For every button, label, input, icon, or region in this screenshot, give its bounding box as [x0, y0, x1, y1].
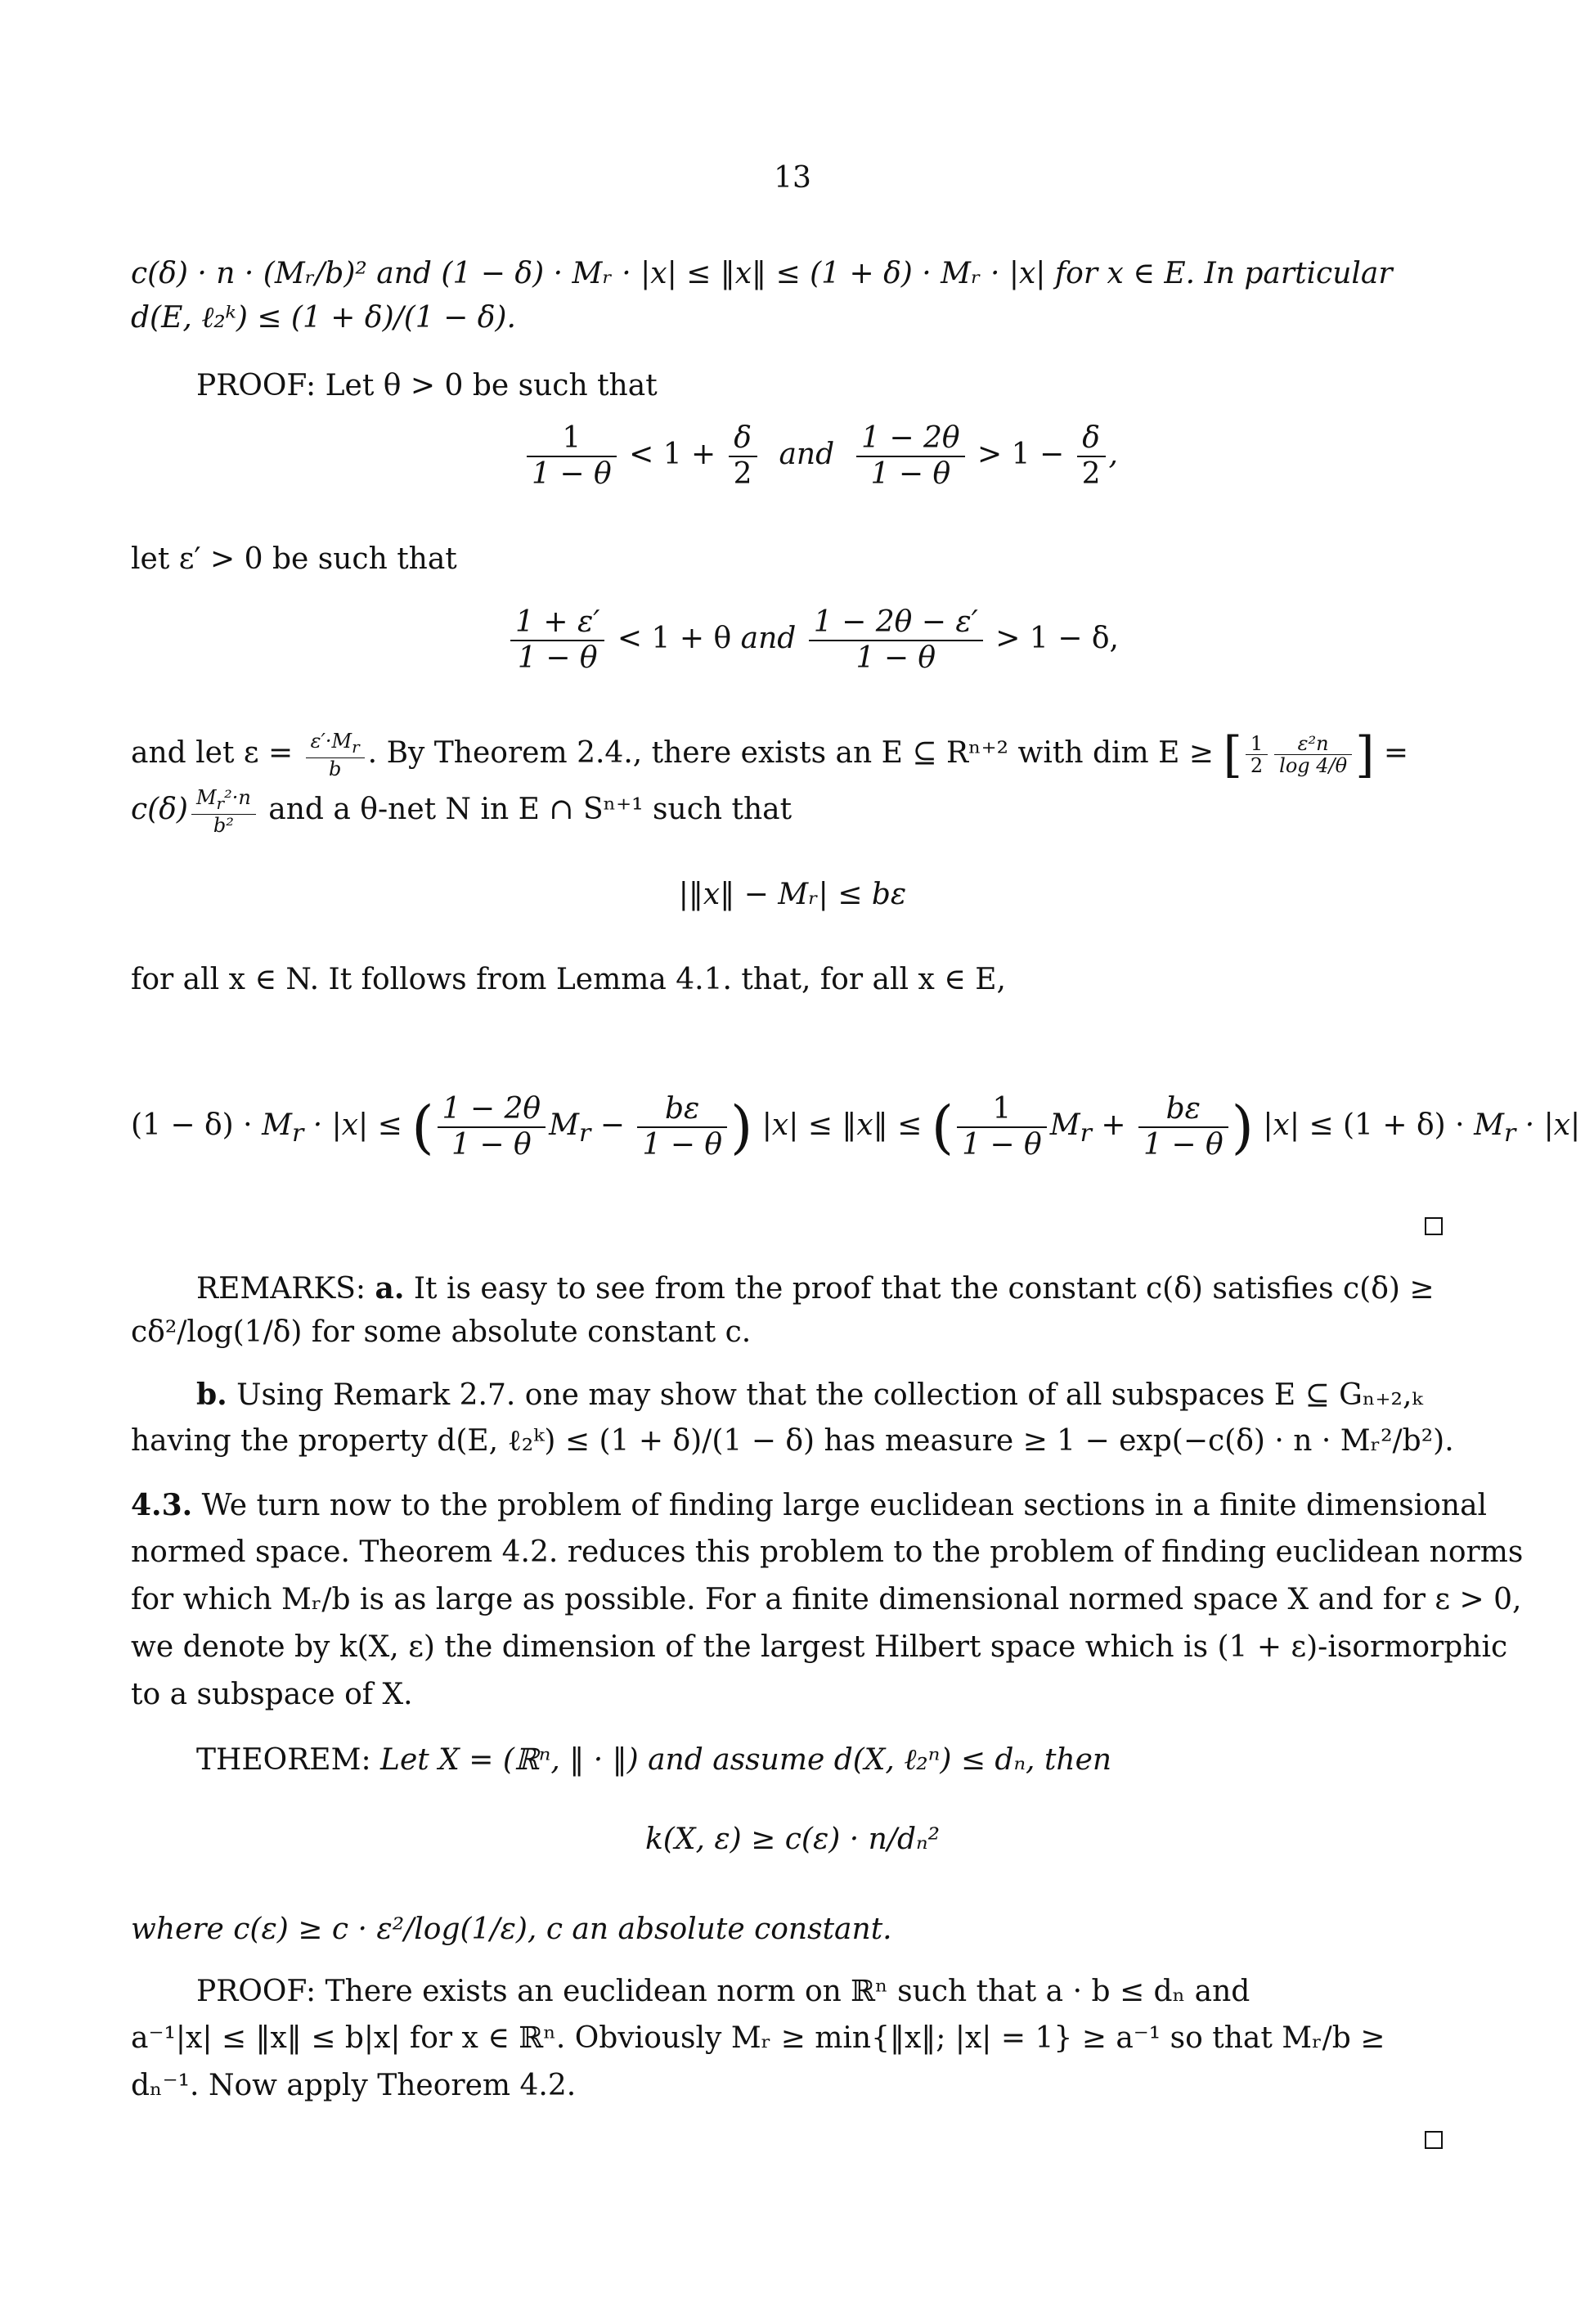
remark-b-line-1: b. Using Remark 2.7. one may show that the collection of all subspaces E ⊆ Gₙ₊₂,ₖ — [196, 1378, 1423, 1412]
display-theta-conditions: $\frac{1}{1 - \theta}$ < 1 + $\frac{\delta}{2}$ and $\frac{1 - 2\theta}{1 - \theta}$ > 1 − $\frac{\delta}{2}$ , — [523, 421, 1118, 492]
text-for-all-lemma: for all x ∈ N. It follows from Lemma 4.1. that, for all x ∈ E, — [131, 963, 1006, 996]
theorem-where-clause: where c(ε) ≥ c · ε²/log(1/ε), c an absolute constant. — [131, 1913, 892, 1946]
display-norm-deviation: |‖x‖ − Mᵣ| ≤ bε — [678, 878, 907, 911]
page-number: 13 — [774, 161, 811, 195]
theorem-tail-line-2: d(E, ℓ₂ᵏ) ≤ (1 + δ)/(1 − δ). — [131, 301, 516, 335]
theorem-tail-line-1: c(δ) · n · (Mᵣ/b)² and (1 − δ) · Mᵣ · |x| ≤ ‖x‖ ≤ (1 + δ) · Mᵣ · |x| for x ∈ E. In particular — [131, 257, 1393, 290]
proof-heading-line: PROOF: Let θ > 0 be such that — [196, 369, 658, 402]
text-let-eps-prime: let ε′ > 0 be such that — [131, 542, 457, 576]
display-eps-prime-conditions: $\frac{1 + \varepsilon'}{1 - \theta}$ < 1 + θ and $\frac{1 - 2\theta - \varepsilon'}{1 - \theta}$ > 1 − δ, — [507, 605, 1119, 676]
qed-box-2 — [1425, 2131, 1443, 2149]
qed-box-1 — [1425, 1217, 1443, 1235]
section-4-3-line-4: we denote by k(X, ε) the dimension of the largest Hilbert space which is (1 + ε)-isormorphic — [131, 1630, 1508, 1664]
remark-b-line-2: having the property d(E, ℓ₂ᵏ) ≤ (1 + δ)/(1 − δ) has measure ≥ 1 − exp(−c(δ) · n · Mᵣ²/b²). — [131, 1424, 1454, 1458]
proof2-line-1: PROOF: There exists an euclidean norm on ℝⁿ such that a · b ≤ dₙ and — [196, 1975, 1250, 2008]
section-4-3-line-5: to a subspace of X. — [131, 1678, 413, 1711]
section-4-3-line-3: for which Mᵣ/b is as large as possible. For a finite dimensional normed space X and for ε > 0, — [131, 1583, 1522, 1616]
display-theorem-bound: k(X, ε) ≥ c(ε) · n/dₙ² — [644, 1823, 941, 1856]
section-4-3-line-1: 4.3. We turn now to the problem of finding large euclidean sections in a finite dimensional — [131, 1488, 1488, 1522]
proof2-line-3: dₙ⁻¹. Now apply Theorem 4.2. — [131, 2069, 577, 2102]
display-main-inequality: $(1 - \delta) \cdot M_r \cdot |x|$ ≤ ( $\frac{1 - 2\theta}{1 - \theta}$ $M_r$ − $\frac{b\varepsilon}{1 - \theta}$ ) |x| ≤ ‖x‖ ≤ ( $\frac{1}{1 - \theta}$ $M_r$ + $\frac{b\varepsilon}{1 - \theta}$ ) $|x| \le (1 + \delta) \cdot M_r \cdot |x|$ — [131, 1092, 1581, 1162]
section-4-3-line-2: normed space. Theorem 4.2. reduces this problem to the problem of finding euclidean norms — [131, 1535, 1524, 1569]
remark-a-line-1: REMARKS: a. It is easy to see from the proof that the constant c(δ) satisfies c(δ) ≥ — [196, 1271, 1435, 1306]
remark-a-line-2: cδ²/log(1/δ) for some absolute constant c. — [131, 1315, 752, 1349]
fraction: $\frac{1}{1 - \theta}$ — [527, 421, 617, 492]
theorem-statement: THEOREM: Let X = (ℝⁿ, ‖ · ‖) and assume d(X, ℓ₂ⁿ) ≤ dₙ, then — [196, 1743, 1112, 1777]
text-and-let-eps: and let ε = $\frac{\varepsilon'\cdot M_r}{b}$ . By Theorem 2.4., there exists an E ⊆ Rⁿ⁺² with dim E ≥ [ $\frac{1}{2}$ $\frac{\text{ε²n}}{\log 4/\theta}$ ] = — [131, 726, 1409, 784]
text-c-delta-net: c(δ) $\frac{M_r^2\cdot n}{\text{b²}}$ and a θ-net N in E ∩ Sⁿ⁺¹ such that — [131, 786, 792, 837]
proof2-line-2: a⁻¹|x| ≤ ‖x‖ ≤ b|x| for x ∈ ℝⁿ. Obviously Mᵣ ≥ min{‖x‖; |x| = 1} ≥ a⁻¹ so that Mᵣ/b ≥ — [131, 2021, 1385, 2055]
